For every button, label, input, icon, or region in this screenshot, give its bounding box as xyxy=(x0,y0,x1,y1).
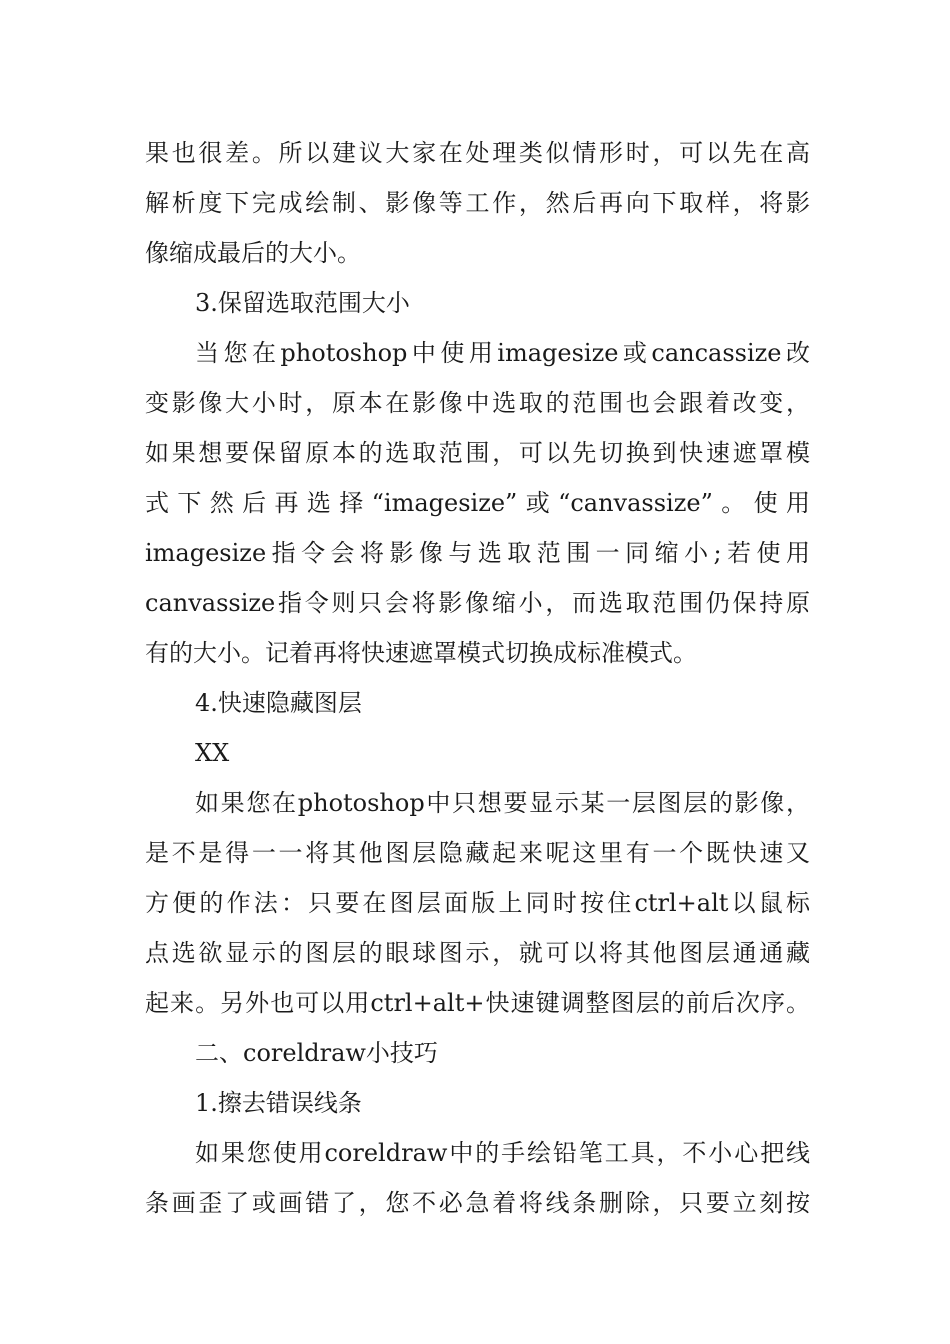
text-line: 像缩成最后的大小。 xyxy=(145,239,361,267)
text-line: 点选欲显示的图层的眼球图示，就可以将其他图层通通藏 xyxy=(145,939,810,967)
text-line: 如果您在photoshop中只想要显示某一层图层的影像， xyxy=(195,789,810,817)
section-heading: 3.保留选取范围大小 xyxy=(195,289,410,317)
text-line: 条画歪了或画错了，您不必急着将线条删除，只要立刻按 xyxy=(145,1189,810,1217)
text-line: 变影像大小时，原本在影像中选取的范围也会跟着改变， xyxy=(145,389,810,417)
text-line: 是不是得一一将其他图层隐藏起来呢这里有一个既快速又 xyxy=(145,839,810,867)
section-heading: 1.擦去错误线条 xyxy=(195,1089,362,1117)
text-line: 当您在photoshop中使用imagesize或cancassize改 xyxy=(195,339,810,367)
text-line: 有的大小。记着再将快速遮罩模式切换成标准模式。 xyxy=(145,639,697,667)
text-line: 式下然后再选择“imagesize”或“canvassize”。使用 xyxy=(145,489,810,517)
section-heading: 4.快速隐藏图层 xyxy=(195,689,362,717)
section-heading: 二、coreldraw小技巧 xyxy=(195,1039,438,1067)
text-line: XX xyxy=(195,739,230,767)
text-line: 如果想要保留原本的选取范围，可以先切换到快速遮罩模 xyxy=(145,439,810,467)
text-line: canvassize指令则只会将影像缩小，而选取范围仍保持原 xyxy=(145,589,810,617)
text-line: 方便的作法：只要在图层面版上同时按住ctrl+alt以鼠标 xyxy=(145,889,810,917)
text-line: 如果您使用coreldraw中的手绘铅笔工具，不小心把线 xyxy=(195,1139,810,1167)
text-line: 起来。另外也可以用ctrl+alt+快速键调整图层的前后次序。 xyxy=(145,989,810,1017)
text-line: 解析度下完成绘制、影像等工作，然后再向下取样，将影 xyxy=(145,189,810,217)
text-line: imagesize指令会将影像与选取范围一同缩小;若使用 xyxy=(145,539,810,567)
text-line: 果也很差。所以建议大家在处理类似情形时，可以先在高 xyxy=(145,139,810,167)
